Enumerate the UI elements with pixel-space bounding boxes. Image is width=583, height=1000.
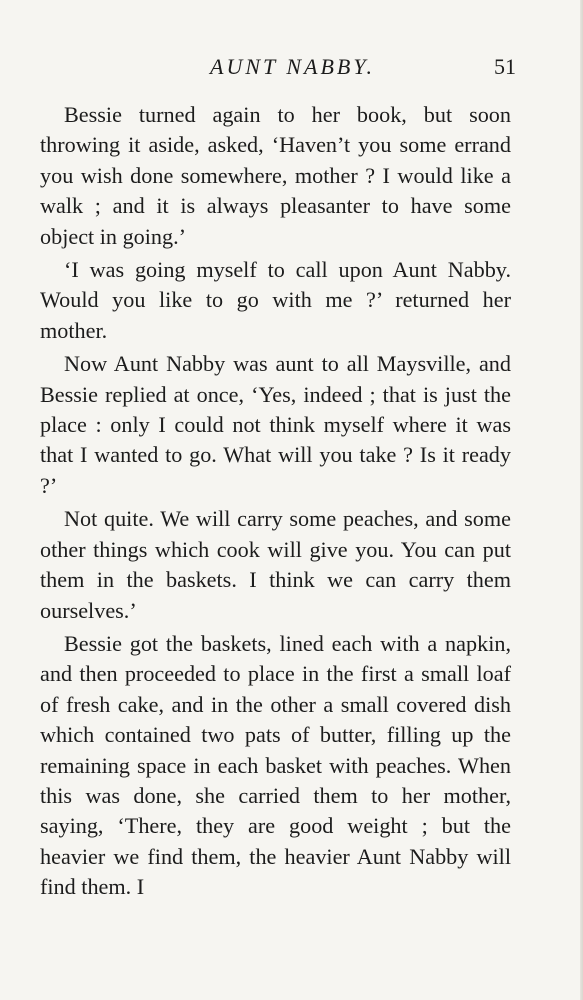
page-number: 51 xyxy=(494,54,516,79)
paragraph-3: Now Aunt Nabby was aunt to all Maysville, and Bessie replied at once, ‘Yes, indeed ; that is just the place : only I could not think myself where it was that I wanted to go. What will you take ? Is it ready ?’ xyxy=(40,351,511,498)
running-title: AUNT NABBY. xyxy=(210,54,376,79)
paragraph-4: Not quite. We will carry some peaches, and some other things which cook will give you. You can put them in the baskets. I think we can carry them ourselves.’ xyxy=(40,506,511,623)
paragraph-2: ‘I was going myself to call upon Aunt Nabby. Would you like to go with me ?’ returned her mother. xyxy=(40,257,511,343)
paragraph-5: Bessie got the baskets, lined each with a napkin, and then proceeded to place in the first a small loaf of fresh cake, and in the other a small covered dish which contained two pats of butter, filling up the remaining space in each basket with peaches. When this was done, she carried them to her mother, saying, ‘There, they are good weight ; but the heavier we find them, the heavier Aunt Nabby will find them. I xyxy=(40,630,511,900)
paragraph-1: Bessie turned again to her book, but soon throwing it aside, asked, ‘Haven’t you some errand you wish done somewhere, mother ? I would like a walk ; and it is always pleasanter to have some object in going.’ xyxy=(40,102,511,249)
running-head xyxy=(40,50,516,84)
body-text xyxy=(40,100,511,906)
